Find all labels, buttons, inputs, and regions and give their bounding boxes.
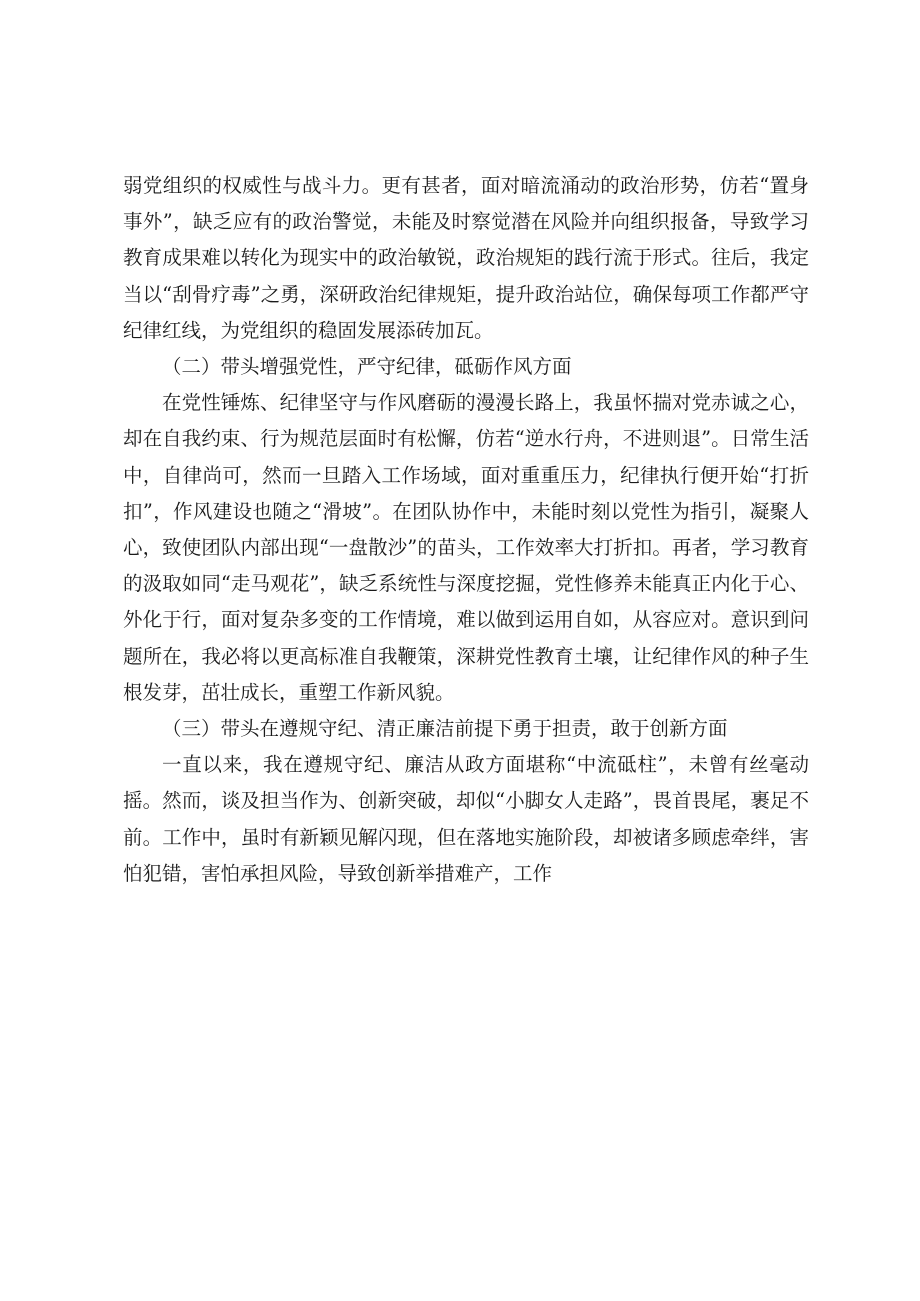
document-body — [123, 168, 809, 892]
paragraph-section-two: 在党性锤炼、纪律坚守与作风磨砺的漫漫长路上，我虽怀揣对党赤诚之心，却在自我约束、行为规范层面时有松懈，仿若“逆水行舟，不进则退”。日常生活中，自律尚可，然而一旦踏入工作场域，面对重重压力，纪律执行便开始“打折扣”，作风建设也随之“滑坡”。在团队协作中，未能时刻以党性为指引，凝聚人心，致使团队内部出现“一盘散沙”的苗头，工作效率大打折扣。再者，学习教育的汲取如同“走马观花”，缺乏系统性与深度挖掘，党性修养未能真正内化于心、外化于行，面对复杂多变的工作情境，难以做到运用自如，从容应对。意识到问题所在，我必将以更高标准自我鞭策，深耕党性教育土壤，让纪律作风的种子生根发芽，茁壮成长，重塑工作新风貌。 — [123, 391, 809, 704]
paragraph-section-three: 一直以来，我在遵规守纪、廉洁从政方面堪称“中流砥柱”，未曾有丝毫动摇。然而，谈及担当作为、创新突破，却似“小脚女人走路”，畏首畏尾，裹足不前。工作中，虽时有新颖见解闪现，但在落地实施阶段，却被诸多顾虑牵绊，害怕犯错，害怕承担风险，导致创新举措难产，工作 — [123, 753, 809, 885]
section-heading-three: （三）带头在遵规守纪、清正廉洁前提下勇于担责，敢于创新方面 — [162, 717, 728, 741]
section-heading-two: （二）带头增强党性，严守纪律，砥砺作风方面 — [162, 355, 572, 379]
paragraph-continuation: 弱党组织的权威性与战斗力。更有甚者，面对暗流涌动的政治形势，仿若“置身事外”，缺乏应有的政治警觉，未能及时察觉潜在风险并向组织报备，导致学习教育成果难以转化为现实中的政治敏锐，政治规矩的践行流于形式。往后，我定当以“刮骨疗毒”之勇，深研政治纪律规矩，提升政治站位，确保每项工作都严守纪律红线，为党组织的稳固发展添砖加瓦。 — [123, 174, 809, 342]
